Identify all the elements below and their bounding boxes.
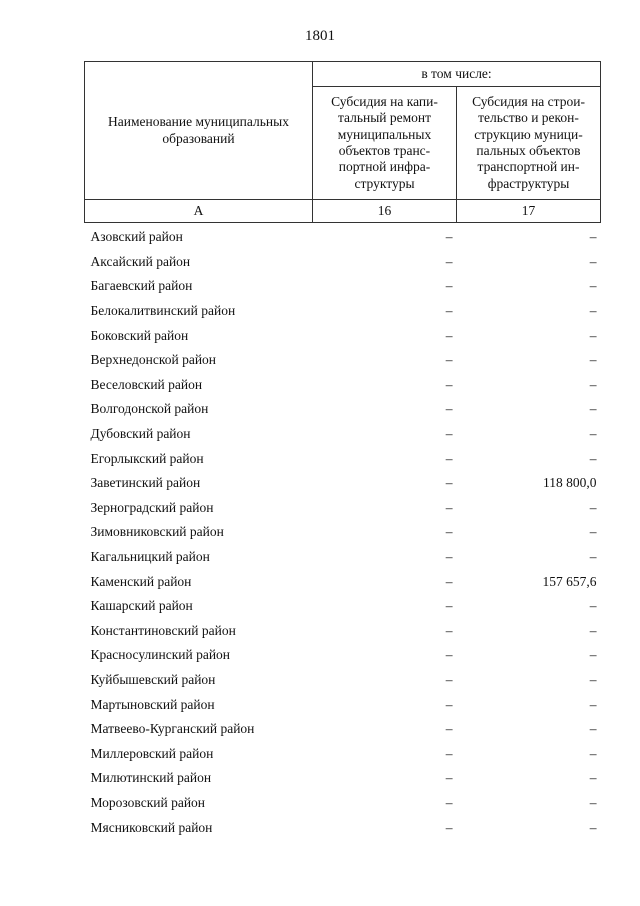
district-name: Азовский район — [90, 229, 183, 245]
capital-repair-subsidy-value: – — [445, 671, 453, 687]
table-row — [85, 225, 601, 250]
table-row — [85, 741, 601, 766]
table-row — [85, 323, 601, 348]
capital-repair-subsidy-value: – — [445, 770, 453, 786]
construction-subsidy-value: – — [589, 253, 597, 269]
district-name: Багаевский район — [90, 278, 193, 294]
district-name: Милютинский район — [90, 770, 212, 786]
district-name: Веселовский район — [90, 376, 203, 392]
capital-repair-subsidy-value: – — [445, 376, 453, 392]
district-name: Белокалитвинский район — [90, 303, 236, 319]
construction-subsidy-value: – — [589, 376, 597, 392]
district-name: Мясниковский район — [90, 819, 213, 835]
construction-subsidy-value: – — [589, 696, 597, 712]
construction-subsidy-value: – — [589, 549, 597, 565]
construction-subsidy-value: – — [589, 598, 597, 614]
table-row — [85, 815, 601, 840]
construction-subsidy-value: – — [589, 794, 597, 810]
table-row — [85, 397, 601, 422]
table-row — [85, 299, 601, 324]
table-row — [85, 766, 601, 791]
construction-subsidy-value: – — [589, 229, 597, 245]
capital-repair-subsidy-value: – — [445, 745, 453, 761]
table-row — [85, 668, 601, 693]
capital-repair-subsidy-value: – — [445, 647, 453, 663]
district-name: Верхнедонской район — [90, 352, 217, 368]
table-row — [85, 446, 601, 471]
table-row — [85, 619, 601, 644]
construction-subsidy-value: – — [589, 524, 597, 540]
district-name: Егорлыкский район — [90, 450, 204, 466]
district-name: Зерноградский район — [90, 499, 214, 515]
capital-repair-subsidy-value: – — [445, 303, 453, 319]
capital-repair-subsidy-value: – — [445, 794, 453, 810]
district-name: Боковский район — [90, 327, 189, 343]
header-name-label: Наименование муниципальных образований — [108, 114, 289, 146]
table-row — [85, 791, 601, 816]
header-col17-label: Субсидия на строи-тельство и рекон-струкцию муници-пальных объектов транспортной ин-фраструктуры — [472, 94, 585, 191]
capital-repair-subsidy-value: – — [445, 475, 453, 491]
district-name: Мартыновский район — [90, 696, 215, 712]
district-name: Кашарский район — [90, 598, 193, 614]
construction-subsidy-value: – — [589, 499, 597, 515]
construction-subsidy-value: – — [589, 721, 597, 737]
capital-repair-subsidy-value: – — [445, 819, 453, 835]
table-row — [85, 594, 601, 619]
district-name: Кагальницкий район — [90, 549, 210, 565]
table-header — [85, 62, 601, 223]
construction-subsidy-value: – — [589, 278, 597, 294]
district-name: Дубовский район — [90, 426, 191, 442]
construction-subsidy-value: – — [589, 647, 597, 663]
construction-subsidy-value: – — [589, 450, 597, 466]
capital-repair-subsidy-value: – — [445, 524, 453, 540]
capital-repair-subsidy-value: – — [445, 549, 453, 565]
capital-repair-subsidy-value: – — [445, 426, 453, 442]
table-row — [85, 569, 601, 594]
capital-repair-subsidy-value: – — [445, 721, 453, 737]
district-name: Заветинский район — [90, 475, 201, 491]
district-name: Миллеровский район — [90, 745, 214, 761]
table-row — [85, 545, 601, 570]
table-row — [85, 274, 601, 299]
capital-repair-subsidy-value: – — [445, 622, 453, 638]
construction-subsidy-value: 157 657,6 — [542, 573, 597, 589]
capital-repair-subsidy-value: – — [445, 253, 453, 269]
header-col16-label: Субсидия на капи-тальный ремонт муниципальных объектов транс-портной инфра-структуры — [331, 94, 438, 191]
capital-repair-subsidy-value: – — [445, 450, 453, 466]
table-row — [85, 471, 601, 496]
capital-repair-subsidy-value: – — [445, 573, 453, 589]
header-group-label: в том числе: — [421, 65, 492, 81]
table-row — [85, 692, 601, 717]
district-name: Аксайский район — [90, 253, 191, 269]
header-name-column — [85, 62, 313, 200]
capital-repair-subsidy-value: – — [445, 327, 453, 343]
construction-subsidy-value: – — [589, 352, 597, 368]
header-col17 — [457, 87, 601, 200]
district-name: Матвеево-Курганский район — [90, 721, 255, 737]
construction-subsidy-value: – — [589, 303, 597, 319]
capital-repair-subsidy-value: – — [445, 401, 453, 417]
construction-subsidy-value: – — [589, 671, 597, 687]
construction-subsidy-value: – — [589, 327, 597, 343]
construction-subsidy-value: 118 800,0 — [543, 475, 597, 491]
district-name: Куйбышевский район — [90, 671, 216, 687]
table-row — [85, 348, 601, 373]
table-row — [85, 496, 601, 521]
construction-subsidy-value: – — [589, 745, 597, 761]
subsidies-table — [84, 61, 601, 840]
construction-subsidy-value: – — [589, 770, 597, 786]
construction-subsidy-value: – — [589, 426, 597, 442]
capital-repair-subsidy-value: – — [445, 598, 453, 614]
column-number-16: 16 — [313, 200, 457, 223]
column-number-name: А — [85, 200, 313, 223]
header-col16 — [313, 87, 457, 200]
district-name: Зимовниковский район — [90, 524, 224, 540]
table-row — [85, 422, 601, 447]
district-name: Красносулинский район — [90, 647, 231, 663]
capital-repair-subsidy-value: – — [445, 352, 453, 368]
table-row — [85, 373, 601, 398]
page-number: 1801 — [305, 28, 335, 44]
capital-repair-subsidy-value: – — [445, 499, 453, 515]
table-row — [85, 250, 601, 275]
district-name: Волгодонской район — [90, 401, 209, 417]
capital-repair-subsidy-value: – — [445, 696, 453, 712]
capital-repair-subsidy-value: – — [445, 229, 453, 245]
district-name: Каменский район — [90, 573, 192, 589]
district-name: Константиновский район — [90, 622, 236, 638]
district-name: Морозовский район — [90, 794, 206, 810]
table-row — [85, 643, 601, 668]
column-number-17: 17 — [457, 200, 601, 223]
table-row — [85, 717, 601, 742]
table-body — [85, 223, 601, 840]
table-row — [85, 520, 601, 545]
header-group — [313, 62, 601, 87]
construction-subsidy-value: – — [589, 622, 597, 638]
capital-repair-subsidy-value: – — [445, 278, 453, 294]
construction-subsidy-value: – — [589, 819, 597, 835]
construction-subsidy-value: – — [589, 401, 597, 417]
